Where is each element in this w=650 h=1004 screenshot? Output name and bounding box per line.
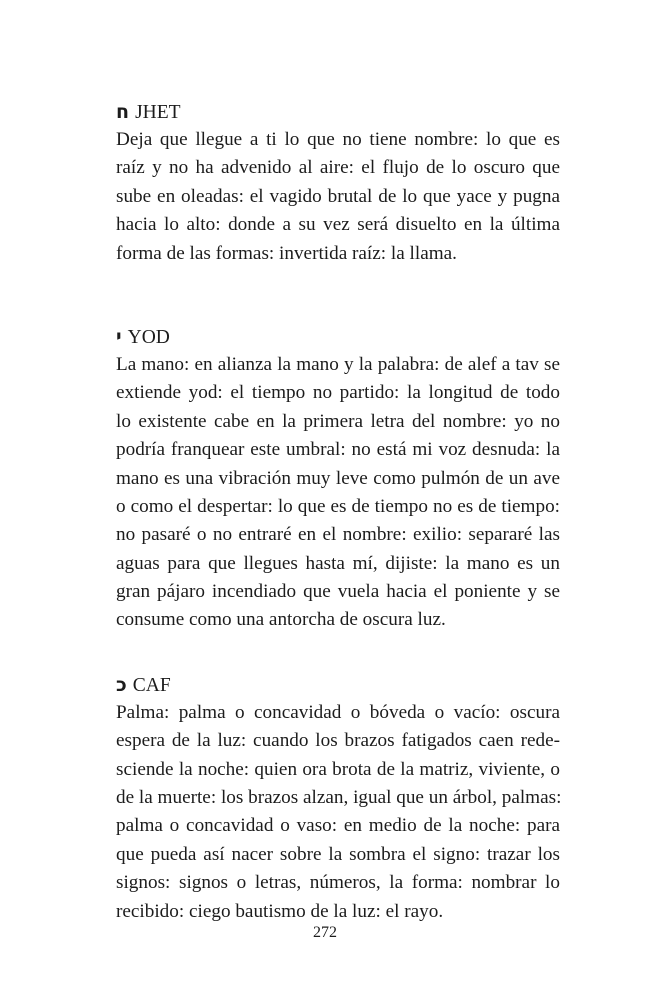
section-heading (116, 323, 560, 351)
paragraph-line: no pasaré o no entraré en el nombre: exilio: separaré las (116, 524, 560, 546)
paragraph-line: Palma: palma o concavidad o bóveda o vacío: oscura (116, 701, 560, 723)
paragraph-line: La mano: en alianza la mano y la palabra: de alef a tav se (116, 353, 560, 375)
section-paragraph (116, 699, 560, 926)
paragraph-line: palma o concavidad o vaso: en medio de la noche: para (116, 815, 560, 837)
paragraph-line: que pueda así nacer sobre la sombra el signo: trazar los (116, 843, 560, 865)
paragraph-line: o como el despertar: lo que es de tiempo no es de tiempo: (116, 495, 560, 517)
paragraph-line: raíz y no ha advenido al aire: el flujo de lo oscuro que (116, 157, 560, 179)
section-title: YOD (127, 326, 170, 348)
paragraph-line: espera de la luz: cuando los brazos fatigados caen rede- (116, 730, 560, 752)
paragraph-line: forma de las formas: invertida raíz: la llama. (116, 242, 457, 264)
page-number: 272 (313, 924, 337, 941)
paragraph-line: extiende yod: el tiempo no partido: la longitud de todo (116, 382, 560, 404)
section-yod (116, 323, 560, 635)
paragraph-line: de la muerte: los brazos alzan, igual que un árbol, palmas: (116, 787, 562, 809)
section-heading (116, 98, 560, 126)
paragraph-line: signos: signos o letras, números, la forma: nombrar lo (116, 872, 560, 894)
paragraph-line: hacia lo alto: donde a su vez será disuelto en la última (116, 214, 560, 236)
paragraph-line: recibido: ciego bautismo de la luz: el rayo. (116, 900, 444, 922)
section-title: CAF (132, 674, 171, 696)
paragraph-line: podría franquear este umbral: no está mi voz desnuda: la (116, 439, 560, 461)
page-body (116, 98, 560, 926)
paragraph-line: aguas para que llegues hasta mí, dijiste: la mano es un (116, 552, 560, 574)
section-title: JHET (135, 102, 181, 123)
hebrew-letter-caf: כ (116, 673, 127, 696)
section-paragraph (116, 126, 560, 268)
section-jhet (116, 98, 560, 268)
paragraph-line: lo existente cabe en la primera letra del nombre: yo no (116, 410, 560, 432)
section-caf (116, 671, 560, 926)
paragraph-line: mano es una vibración muy leve como pulmón de un ave (116, 467, 560, 489)
section-paragraph (116, 351, 560, 635)
paragraph-line: consume como una antorcha de oscura luz. (116, 609, 446, 631)
hebrew-letter-jhet: ח (116, 101, 130, 123)
hebrew-letter-yod: י (116, 325, 122, 348)
paragraph-line: sube en oleadas: el vagido brutal de lo que yace y pugna (116, 185, 560, 207)
paragraph-line: gran pájaro incendiado que vuela hacia el poniente y se (116, 581, 560, 603)
section-heading (116, 671, 560, 699)
paragraph-line: sciende la noche: quien ora brota de la matriz, viviente, o (116, 758, 560, 780)
paragraph-line: Deja que llegue a ti lo que no tiene nombre: lo que es (116, 129, 560, 150)
